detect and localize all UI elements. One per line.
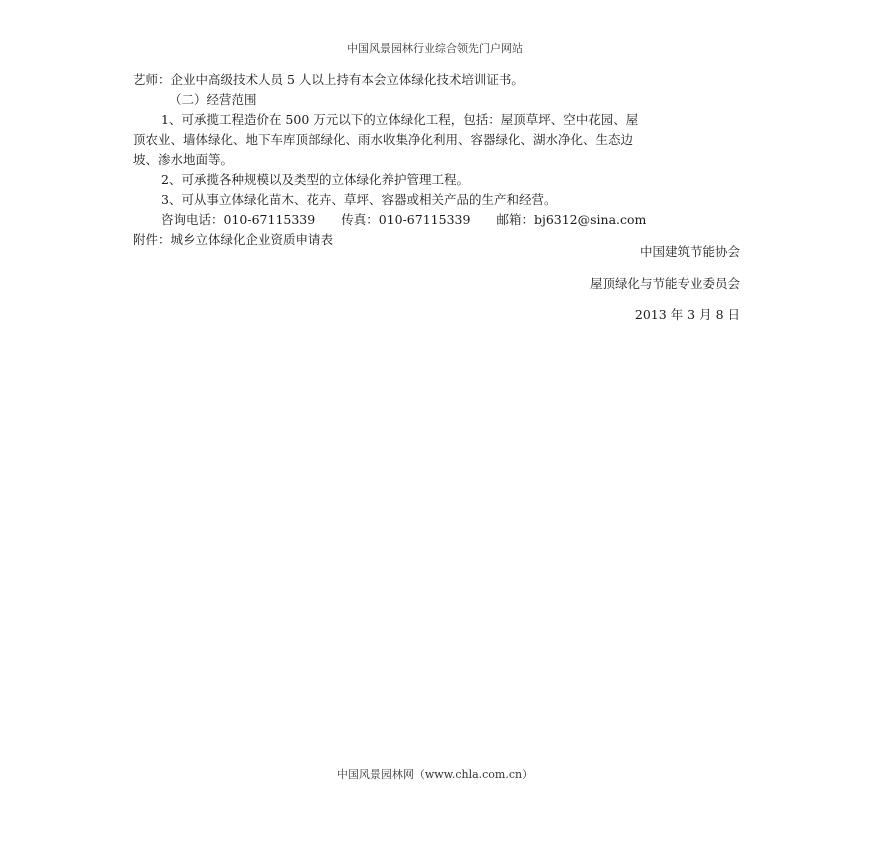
signature-committee: 屋顶绿化与节能专业委员会 bbox=[589, 276, 740, 291]
scope-item-1-line-2: 顶农业、墙体绿化、地下车库顶部绿化、雨水收集净化利用、容器绿化、湖水净化、生态边 bbox=[133, 132, 634, 147]
contact-phone: 咨询电话：010-67115339 bbox=[161, 212, 316, 227]
contact-email: 邮箱：bj6312@sina.com bbox=[496, 212, 647, 227]
attachment-line: 附件：城乡立体绿化企业资质申请表 bbox=[133, 232, 334, 247]
contact-fax: 传真：010-67115339 bbox=[341, 212, 471, 227]
scope-item-2: 2、可承揽各种规模以及类型的立体绿化养护管理工程。 bbox=[161, 172, 469, 187]
document-body bbox=[133, 70, 745, 250]
signature-date: 2013 年 3 月 8 日 bbox=[634, 307, 740, 322]
qualification-line: 艺师：企业中高级技术人员 5 人以上持有本会立体绿化技术培训证书。 bbox=[133, 72, 524, 87]
section-title: （二）经营范围 bbox=[169, 92, 257, 107]
page-footer: 中国风景园林网（www.chla.com.cn） bbox=[336, 768, 534, 781]
contact-line bbox=[133, 210, 745, 230]
scope-item-1-line-1: 1、可承揽工程造价在 500 万元以下的立体绿化工程，包括：屋顶草坪、空中花园、屋 bbox=[161, 112, 639, 127]
scope-item-3: 3、可从事立体绿化苗木、花卉、草坪、容器或相关产品的生产和经营。 bbox=[161, 192, 557, 207]
scope-item-1-line-3: 坡、渗水地面等。 bbox=[133, 152, 234, 167]
signature-org: 中国建筑节能协会 bbox=[639, 244, 740, 259]
page-header: 中国风景园林行业综合领先门户网站 bbox=[347, 42, 523, 55]
